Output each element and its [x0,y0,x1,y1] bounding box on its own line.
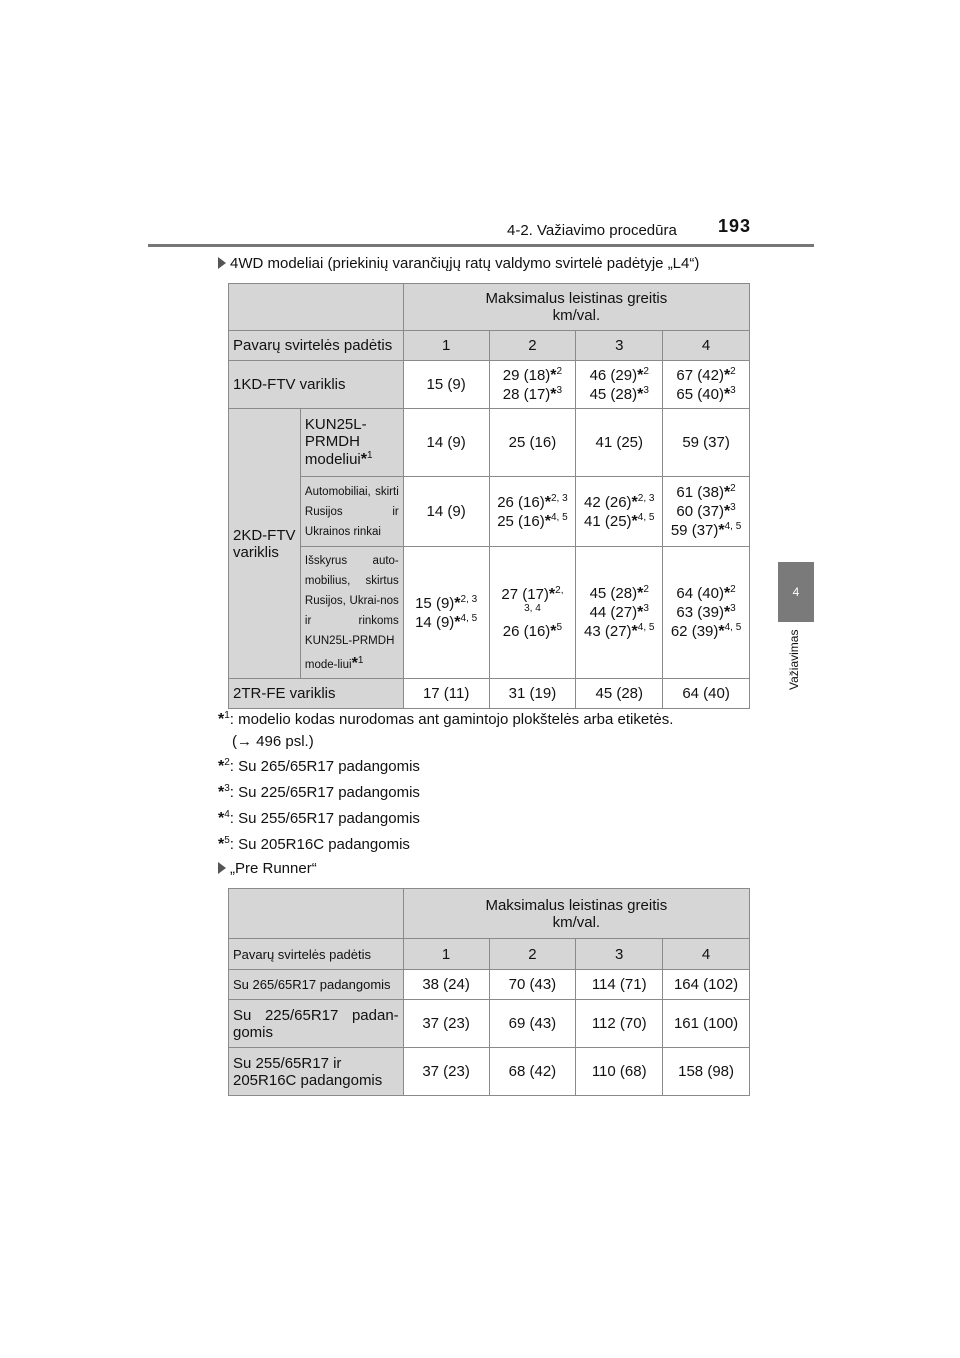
cell: 70 (43) [489,970,576,1000]
cell: 15 (9)*$^{2, 3}$ 14 (9)*$^{4, 5}$ [403,547,489,679]
gear-label-cell: Pavarų svirtelės padėtis [229,939,404,970]
row-label: Su 225/65R17 padan-gomis [229,1000,404,1048]
chapter-tab[interactable]: 4 [778,562,814,622]
cell: 46 (29)*$^2$ 45 (28)*$^3$ [576,361,663,409]
cell: 37 (23) [403,1048,489,1096]
cell: 61 (38)*$^2$ 60 (37)*$^3$ 59 (37)*$^{4, 5}$ [663,477,750,547]
cell: 38 (24) [403,970,489,1000]
cell: 110 (68) [576,1048,663,1096]
header-speed-cell [403,284,749,331]
cell: 164 (102) [663,970,750,1000]
cell: 112 (70) [576,1000,663,1048]
gear-4: 4 [663,331,750,361]
cell: 45 (28)*$^2$ 44 (27)*$^3$ 43 (27)*$^{4, 5}$ [576,547,663,679]
cell: 26 (16)*$^{2, 3}$ 25 (16)*$^{4, 5}$ [489,477,576,547]
gear-1: 1 [403,939,489,970]
footnote-5: *$^5$: Su 205R16C padangomis [218,835,410,853]
footnote-1-ref: (→ 496 psl.) [232,733,314,750]
header-unit-label: km/val. [552,307,601,324]
cell: 42 (26)*$^{2, 3}$ 41 (25)*$^{4, 5}$ [576,477,663,547]
cell: 37 (23) [403,1000,489,1048]
table-row [229,477,750,547]
table-row [229,970,750,1000]
table-row [229,547,750,679]
cell: 17 (11) [403,679,489,709]
speed-table-4wd [228,283,750,709]
cell: 59 (37) [663,409,750,477]
gear-3: 3 [576,331,663,361]
header-unit-label: km/val. [552,913,601,931]
section1-heading [218,255,699,272]
table-header-row [229,889,750,939]
gear-2: 2 [489,331,576,361]
table-row [229,361,750,409]
cell: 67 (42)*$^2$ 65 (40)*$^3$ [663,361,750,409]
chapter-label: Važiavimas [787,630,801,691]
gear-3: 3 [576,939,663,970]
gear-1: 1 [403,331,489,361]
row-label: 2TR-FE variklis [229,679,404,709]
table-row [229,1048,750,1096]
table-row [229,679,750,709]
cell: 45 (28) [576,679,663,709]
cell: 27 (17)*$^{2,}$ 3, 4 26 (16)*$^5$ [489,547,576,679]
footnote-4: *$^4$: Su 255/65R17 padangomis [218,809,420,827]
row-label: Su 255/65R17 ir 205R16C padangomis [229,1048,404,1096]
cell: 158 (98) [663,1048,750,1096]
speed-table-pre-runner [228,888,750,1096]
gear-label-cell: Pavarų svirtelės padėtis [229,331,404,361]
header-speed-label: Maksimalus leistinas greitis [485,896,668,914]
cell: 14 (9) [403,477,489,547]
cell: 41 (25) [576,409,663,477]
cell: 25 (16) [489,409,576,477]
footnote-2: *$^2$: Su 265/65R17 padangomis [218,757,420,775]
cell: 15 (9) [403,361,489,409]
row-label: 1KD-FTV variklis [229,361,404,409]
gear-2: 2 [489,939,576,970]
header-speed-label: Maksimalus leistinas greitis [485,290,668,307]
section2-heading [218,860,317,877]
section1-title: 4WD modeliai (priekinių varančiųjų ratų valdymo svirtelė padėtyje „L4“) [230,255,700,272]
row-label: Su 265/65R17 padangomis [229,970,404,1000]
gear-row [229,331,750,361]
footnote-1: *$^1$: modelio kodas nurodomas ant gamintojo plokštelės arba etiketės. [218,710,674,728]
cell: 31 (19) [489,679,576,709]
cell: 64 (40) [663,679,750,709]
gear-4: 4 [663,939,750,970]
bullet-arrow-icon [218,862,226,874]
engine-label: 2KD-FTV variklis [229,409,301,679]
section2-title: „Pre Runner“ [230,860,317,877]
table-header-row [229,284,750,331]
table-row [229,409,750,477]
cell: 69 (43) [489,1000,576,1048]
page-number: 193 [718,216,752,236]
header-empty-cell [229,889,404,939]
header-divider [148,244,814,247]
cell: 68 (42) [489,1048,576,1096]
cell: 64 (40)*$^2$ 63 (39)*$^3$ 62 (39)*$^{4, 5}$ [663,547,750,679]
section-title: 4-2. Važiavimo procedūra [507,222,677,239]
bullet-arrow-icon [218,257,226,269]
row-label: KUN25L-PRMDH modeliui*$^1$ [300,409,403,477]
cell: 29 (18)*$^2$ 28 (17)*$^3$ [489,361,576,409]
gear-row [229,939,750,970]
header-speed-cell [403,889,749,939]
cell: 161 (100) [663,1000,750,1048]
header-empty-cell [229,284,404,331]
table-row [229,1000,750,1048]
footnote-3: *$^3$: Su 225/65R17 padangomis [218,783,420,801]
cell: 14 (9) [403,409,489,477]
cell: 114 (71) [576,970,663,1000]
row-label: Automobiliai, skirti Rusijos ir Ukrainos rinkai [300,477,403,547]
row-label: Išskyrus auto-mobilius, skirtus Rusijos, Ukrai-nos ir rinkoms KUN25L-PRMDH mode-liui*$^1$ [300,547,403,679]
